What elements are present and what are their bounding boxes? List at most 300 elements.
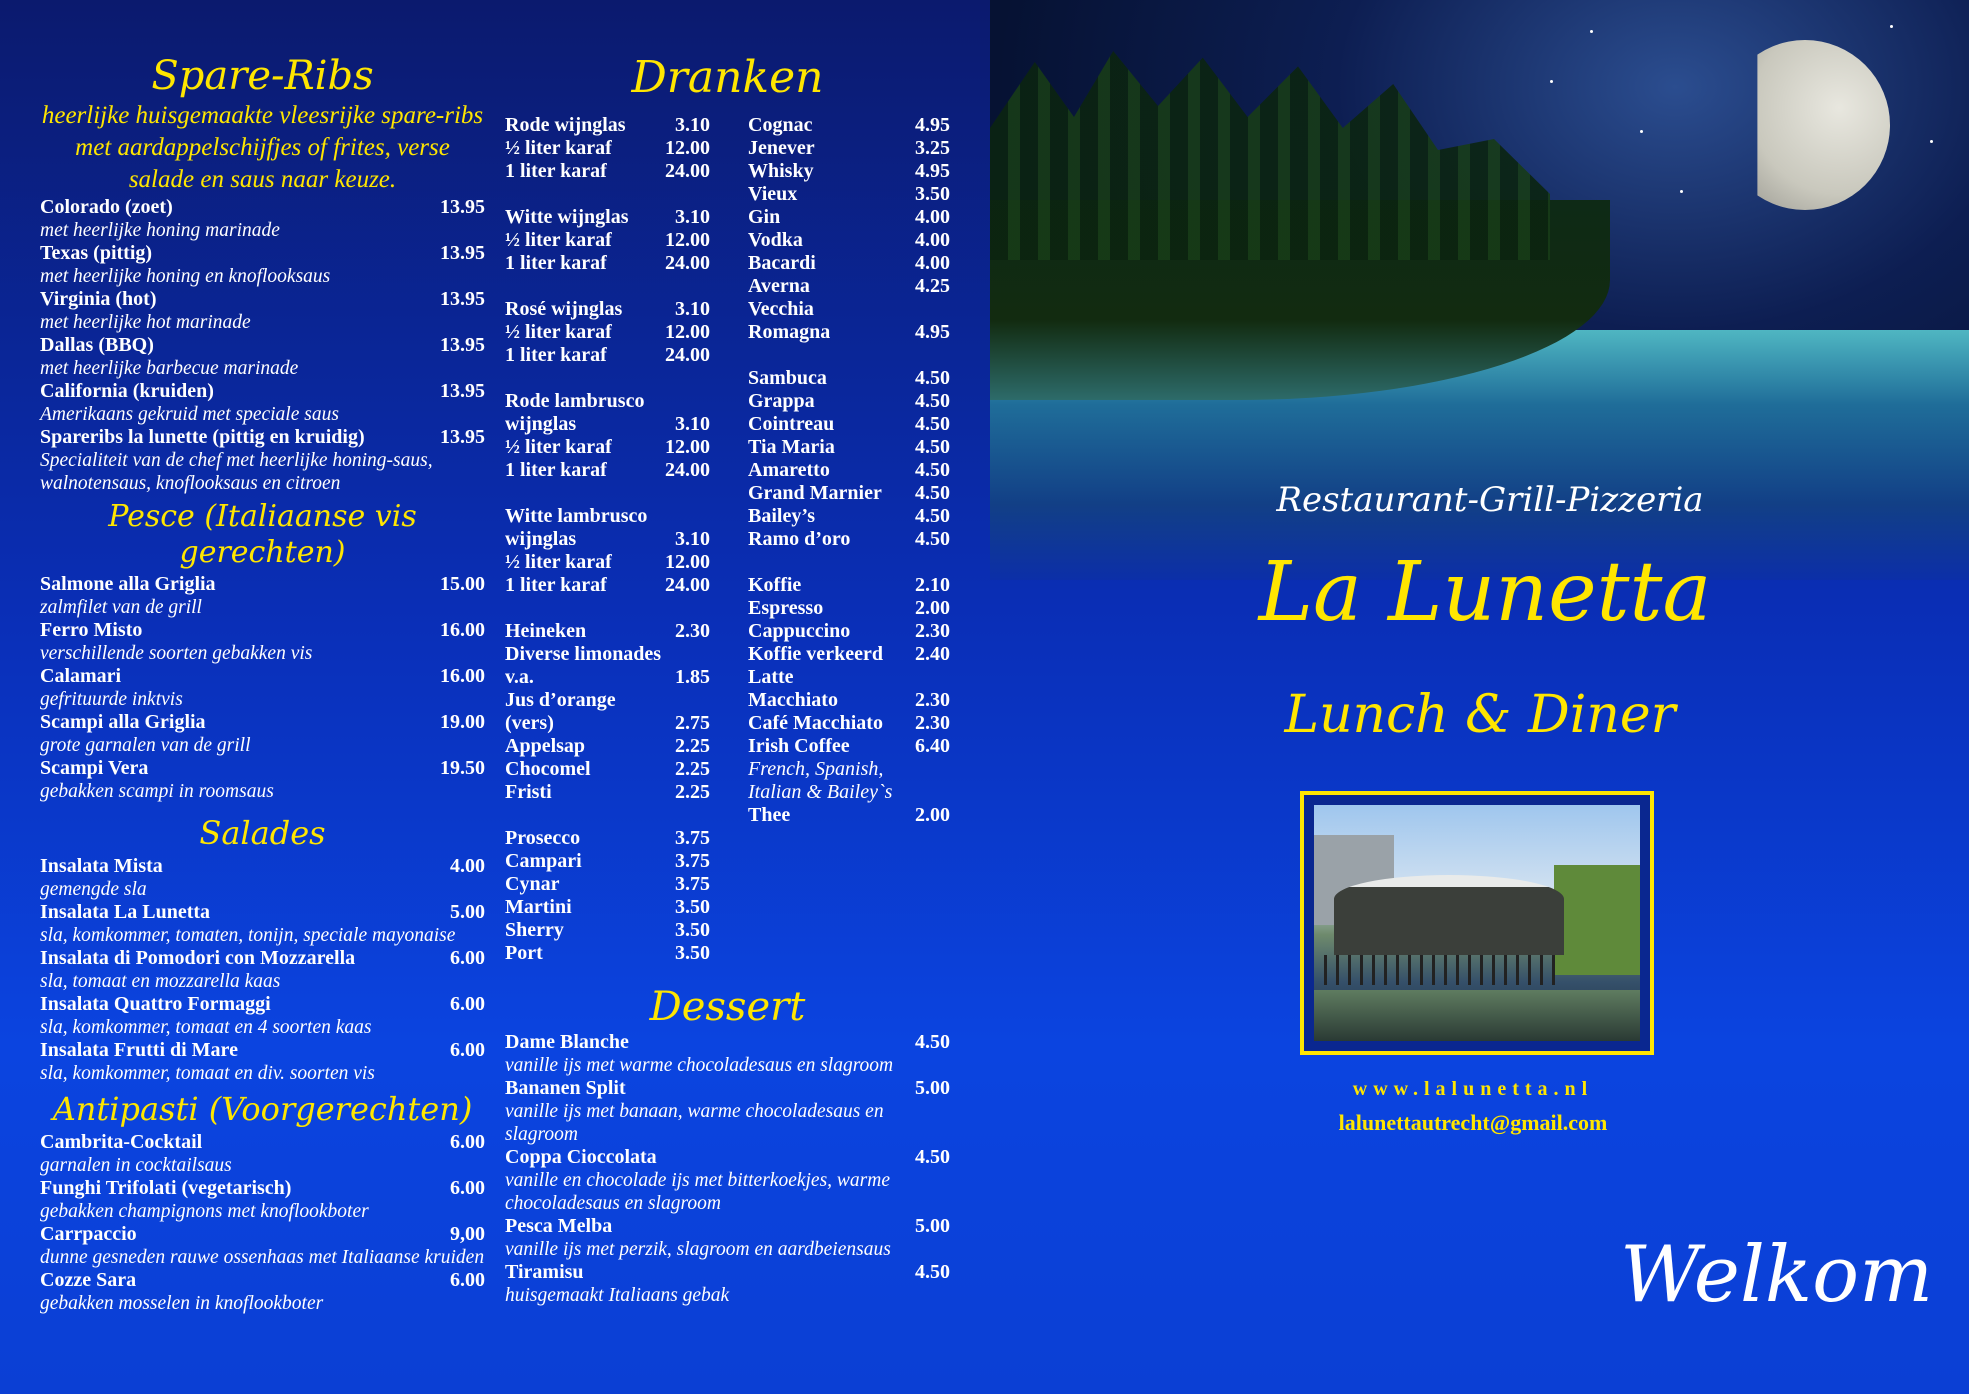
drink-group xyxy=(748,114,950,344)
item-description: sla, komkommer, tomaat en div. soorten vis xyxy=(40,1063,375,1084)
drink-name: Sambuca xyxy=(748,367,827,389)
drink-name: Tia Maria xyxy=(748,436,835,458)
star-icon xyxy=(1890,25,1893,28)
item-description: sla, tomaat en mozzarella kaas xyxy=(40,971,281,992)
menu-item xyxy=(40,1131,485,1177)
item-price: 6.00 xyxy=(450,1177,485,1199)
drink-price: 3.10 xyxy=(675,413,710,435)
drink-price: 1.85 xyxy=(675,666,710,688)
item-name: Funghi Trifolati (vegetarisch) xyxy=(40,1177,292,1199)
drink-name: Whisky xyxy=(748,160,814,182)
restaurant-subtitle: Restaurant-Grill-Pizzeria xyxy=(1276,480,1704,520)
item-row xyxy=(40,1223,485,1246)
drink-name: Grappa xyxy=(748,390,815,412)
drink-price: 2.25 xyxy=(675,781,710,803)
drink-name: 1 liter karaf xyxy=(505,160,607,182)
drink-name: Italian & Bailey`s xyxy=(748,781,893,803)
drink-item xyxy=(505,712,710,735)
drink-price: 4.95 xyxy=(915,114,950,136)
item-price: 6.00 xyxy=(450,1269,485,1291)
item-row xyxy=(40,947,485,970)
drink-item xyxy=(505,574,710,597)
item-row xyxy=(40,619,485,642)
item-name: Ferro Misto xyxy=(40,619,143,641)
email-link[interactable]: lalunettautrecht@gmail.com xyxy=(1338,1110,1608,1135)
drink-name: (vers) xyxy=(505,712,554,734)
drink-price: 2.30 xyxy=(915,620,950,642)
item-price: 4.50 xyxy=(915,1261,950,1283)
drink-price: 4.00 xyxy=(915,206,950,228)
drink-item xyxy=(748,574,950,597)
drink-price: 24.00 xyxy=(665,574,710,596)
drink-item xyxy=(505,666,710,689)
pavilion xyxy=(1334,875,1564,955)
item-name: Scampi Vera xyxy=(40,757,149,779)
item-name: Dallas (BBQ) xyxy=(40,334,154,356)
drink-name: wijnglas xyxy=(505,528,577,550)
drink-price: 4.50 xyxy=(915,505,950,527)
drink-name: ½ liter karaf xyxy=(505,551,612,573)
menu-item xyxy=(40,1269,485,1315)
drink-item xyxy=(505,735,710,758)
drink-name: Romagna xyxy=(748,321,831,343)
drink-item xyxy=(748,666,950,689)
menu-item xyxy=(505,1261,950,1307)
item-row xyxy=(40,1039,485,1062)
drink-price: 3.10 xyxy=(675,206,710,228)
spare-ribs-list xyxy=(40,196,485,495)
drink-price: 4.50 xyxy=(915,436,950,458)
drink-price: 2.30 xyxy=(915,712,950,734)
item-price: 5.00 xyxy=(915,1077,950,1099)
item-description: met heerlijke honing en knoflooksaus xyxy=(40,266,331,287)
item-price: 13.95 xyxy=(440,242,485,264)
drink-name: Cynar xyxy=(505,873,560,895)
drink-group xyxy=(505,620,710,804)
drink-item xyxy=(505,160,710,183)
drink-name: Witte lambrusco xyxy=(505,505,648,527)
drink-item xyxy=(748,482,950,505)
food-column xyxy=(40,50,485,1315)
drink-item xyxy=(505,137,710,160)
item-price: 6.00 xyxy=(450,993,485,1015)
drink-item xyxy=(748,206,950,229)
item-description: dunne gesneden rauwe ossenhaas met Italiaanse kruiden xyxy=(40,1247,485,1268)
drink-group xyxy=(505,298,710,367)
drink-name: Martini xyxy=(505,896,572,918)
drink-name: Vodka xyxy=(748,229,803,251)
drink-item xyxy=(505,528,710,551)
drink-name: Bailey’s xyxy=(748,505,816,527)
item-row xyxy=(40,380,485,403)
item-price: 6.00 xyxy=(450,1131,485,1153)
item-row xyxy=(505,1077,950,1100)
drink-item xyxy=(748,804,950,827)
drink-item xyxy=(505,114,710,137)
drink-name: Grand Marnier xyxy=(748,482,882,504)
drink-item xyxy=(505,344,710,367)
menu-item xyxy=(40,619,485,665)
item-name: Carrpaccio xyxy=(40,1223,137,1245)
drink-price: 12.00 xyxy=(665,436,710,458)
drink-name: v.a. xyxy=(505,666,534,688)
drink-price: 4.00 xyxy=(915,252,950,274)
drink-price: 3.50 xyxy=(675,896,710,918)
drink-price: 4.50 xyxy=(915,528,950,550)
item-name: Tiramisu xyxy=(505,1261,584,1283)
drink-group xyxy=(748,367,950,551)
item-price: 19.00 xyxy=(440,711,485,733)
drinks-column-left xyxy=(505,114,710,988)
drink-price: 2.10 xyxy=(915,574,950,596)
drink-price: 3.10 xyxy=(675,528,710,550)
salades-list xyxy=(40,855,485,1085)
menu-item xyxy=(40,993,485,1039)
drink-name: Café Macchiato xyxy=(748,712,883,734)
drink-item xyxy=(748,459,950,482)
menu-item xyxy=(40,665,485,711)
drink-name: French, Spanish, xyxy=(748,758,884,780)
drink-item xyxy=(505,229,710,252)
dessert-list xyxy=(505,1031,950,1307)
item-price: 16.00 xyxy=(440,619,485,641)
item-name: Spareribs la lunette (pittig en kruidig) xyxy=(40,426,365,448)
antipasti-title: Antipasti (Voorgerechten) xyxy=(52,1090,473,1128)
item-description: Specialiteit van de chef met heerlijke honing-saus, walnotensaus, knoflooksaus en citroen xyxy=(40,450,433,494)
item-row xyxy=(40,665,485,688)
item-name: Cozze Sara xyxy=(40,1269,137,1291)
item-row xyxy=(40,901,485,924)
pesce-title: Pesce (Italiaanse vis gerechten) xyxy=(108,499,417,570)
drink-item xyxy=(748,436,950,459)
drink-item xyxy=(505,436,710,459)
item-description: vanille ijs met warme chocoladesaus en slagroom xyxy=(505,1055,894,1076)
drink-name: Latte xyxy=(748,666,794,688)
drink-group xyxy=(505,114,710,183)
drink-item xyxy=(748,597,950,620)
item-name: Coppa Cioccolata xyxy=(505,1146,657,1168)
menu-item xyxy=(40,573,485,619)
drink-price: 3.75 xyxy=(675,850,710,872)
drink-price: 4.95 xyxy=(915,160,950,182)
restaurant-photo-frame xyxy=(1300,791,1654,1055)
drink-group xyxy=(505,390,710,482)
drink-name: Irish Coffee xyxy=(748,735,850,757)
drink-item xyxy=(748,114,950,137)
menu-item xyxy=(40,757,485,803)
item-price: 13.95 xyxy=(440,334,485,356)
menu-item xyxy=(40,1223,485,1269)
drink-name: ½ liter karaf xyxy=(505,137,612,159)
drink-item xyxy=(505,413,710,436)
drink-item xyxy=(748,413,950,436)
welcome-text: Welkom xyxy=(1620,1230,1934,1320)
drink-name: Cognac xyxy=(748,114,813,136)
brand-title: La Lunetta xyxy=(1258,545,1712,640)
item-description: met heerlijke hot marinade xyxy=(40,312,251,333)
drink-price: 2.25 xyxy=(675,758,710,780)
item-row xyxy=(40,1131,485,1154)
drink-name: Sherry xyxy=(505,919,564,941)
drink-name: Koffie verkeerd xyxy=(748,643,883,665)
drink-item xyxy=(748,252,950,275)
dranken-title: Dranken xyxy=(631,52,824,103)
menu-item xyxy=(40,711,485,757)
item-row xyxy=(40,242,485,265)
drink-price: 4.50 xyxy=(915,413,950,435)
drink-item xyxy=(748,781,950,804)
item-row xyxy=(40,196,485,219)
drink-item xyxy=(505,781,710,804)
drink-name: Rosé wijnglas xyxy=(505,298,623,320)
item-price: 5.00 xyxy=(450,901,485,923)
item-description: grote garnalen van de grill xyxy=(40,735,251,756)
item-name: Texas (pittig) xyxy=(40,242,153,264)
drink-name: Gin xyxy=(748,206,781,228)
item-row xyxy=(40,426,485,449)
item-price: 6.00 xyxy=(450,1039,485,1061)
drink-item xyxy=(748,758,950,781)
spare-ribs-title: Spare-Ribs xyxy=(151,53,374,99)
menu-item xyxy=(40,1039,485,1085)
item-description: sla, komkommer, tomaat en 4 soorten kaas xyxy=(40,1017,372,1038)
drink-name: Bacardi xyxy=(748,252,816,274)
drink-item xyxy=(748,275,950,298)
menu-item xyxy=(40,334,485,380)
drink-price: 12.00 xyxy=(665,229,710,251)
drink-item xyxy=(505,919,710,942)
item-name: Insalata La Lunetta xyxy=(40,901,211,923)
drink-item xyxy=(748,505,950,528)
item-name: Salmone alla Griglia xyxy=(40,573,216,595)
drink-item xyxy=(748,183,950,206)
item-row xyxy=(505,1031,950,1054)
drink-price: 4.00 xyxy=(915,229,950,251)
drink-name: Espresso xyxy=(748,597,824,619)
drink-item xyxy=(505,321,710,344)
item-row xyxy=(40,757,485,780)
item-row xyxy=(40,334,485,357)
drink-item xyxy=(748,321,950,344)
item-description: garnalen in cocktailsaus xyxy=(40,1155,232,1176)
item-description: vanille ijs met banaan, warme chocoladesaus en slagroom xyxy=(505,1101,884,1145)
drink-item xyxy=(748,643,950,666)
drink-price: 6.40 xyxy=(915,735,950,757)
drink-name: ½ liter karaf xyxy=(505,229,612,251)
item-description: verschillende soorten gebakken vis xyxy=(40,643,313,664)
item-row xyxy=(40,1269,485,1292)
salades-title: Salades xyxy=(199,814,326,852)
star-icon xyxy=(1930,140,1933,143)
item-description: vanille ijs met perzik, slagroom en aardbeiensaus xyxy=(505,1239,891,1260)
drink-price: 4.25 xyxy=(915,275,950,297)
star-icon xyxy=(1640,130,1643,133)
drink-item xyxy=(505,298,710,321)
menu-item xyxy=(40,947,485,993)
item-name: Cambrita-Cocktail xyxy=(40,1131,203,1153)
menu-item xyxy=(40,288,485,334)
item-price: 19.50 xyxy=(440,757,485,779)
item-name: Scampi alla Griglia xyxy=(40,711,206,733)
drink-name: ½ liter karaf xyxy=(505,321,612,343)
drink-price: 2.40 xyxy=(915,643,950,665)
item-name: Calamari xyxy=(40,665,122,687)
drink-name: Appelsap xyxy=(505,735,586,757)
drink-item xyxy=(505,850,710,873)
item-price: 13.95 xyxy=(440,380,485,402)
drink-name: Vecchia xyxy=(748,298,814,320)
item-row xyxy=(505,1146,950,1169)
drink-price: 2.30 xyxy=(915,689,950,711)
item-row xyxy=(40,855,485,878)
drink-price: 3.10 xyxy=(675,114,710,136)
menu-item xyxy=(40,380,485,426)
item-description: vanille en chocolade ijs met bitterkoekjes, warme chocoladesaus en slagroom xyxy=(505,1170,891,1214)
item-row xyxy=(40,1177,485,1200)
drink-name: Cointreau xyxy=(748,413,835,435)
item-price: 15.00 xyxy=(440,573,485,595)
drink-item xyxy=(505,643,710,666)
drink-price: 24.00 xyxy=(665,160,710,182)
drink-group xyxy=(505,505,710,597)
drink-item xyxy=(748,620,950,643)
drink-price: 4.50 xyxy=(915,367,950,389)
drink-item xyxy=(505,942,710,965)
menu-item xyxy=(40,242,485,288)
drink-price: 2.00 xyxy=(915,597,950,619)
drink-item xyxy=(505,505,710,528)
item-price: 6.00 xyxy=(450,947,485,969)
drink-name: Koffie xyxy=(748,574,802,596)
drink-price: 12.00 xyxy=(665,551,710,573)
item-price: 5.00 xyxy=(915,1215,950,1237)
tagline: Lunch & Diner xyxy=(1284,685,1676,745)
item-name: California (kruiden) xyxy=(40,380,214,402)
star-icon xyxy=(1550,80,1553,83)
item-price: 13.95 xyxy=(440,426,485,448)
drink-item xyxy=(505,827,710,850)
drink-item xyxy=(505,758,710,781)
item-description: Amerikaans gekruid met speciale saus xyxy=(40,404,339,425)
item-name: Bananen Split xyxy=(505,1077,626,1099)
drink-name: Cappuccino xyxy=(748,620,851,642)
drink-group xyxy=(505,827,710,965)
drink-price: 4.50 xyxy=(915,390,950,412)
drink-item xyxy=(748,229,950,252)
drink-name: ½ liter karaf xyxy=(505,436,612,458)
website-link[interactable]: www.lalunetta.nl xyxy=(1352,1078,1594,1100)
drink-name: Averna xyxy=(748,275,810,297)
item-name: Insalata di Pomodori con Mozzarella xyxy=(40,947,356,969)
item-price: 4.00 xyxy=(450,855,485,877)
drink-name: 1 liter karaf xyxy=(505,344,607,366)
drink-name: Witte wijnglas xyxy=(505,206,629,228)
drink-price: 3.75 xyxy=(675,827,710,849)
drink-name: Fristi xyxy=(505,781,552,803)
drink-price: 3.50 xyxy=(675,919,710,941)
palm-trees xyxy=(990,40,1550,260)
drink-price: 24.00 xyxy=(665,344,710,366)
item-name: Insalata Frutti di Mare xyxy=(40,1039,238,1061)
item-row xyxy=(505,1261,950,1284)
menu-item xyxy=(40,1177,485,1223)
restaurant-photo xyxy=(1314,805,1640,1041)
menu-item xyxy=(40,196,485,242)
item-description: met heerlijke barbecue marinade xyxy=(40,358,299,379)
drink-item xyxy=(505,620,710,643)
item-price: 13.95 xyxy=(440,196,485,218)
drink-item xyxy=(505,206,710,229)
drink-item xyxy=(748,160,950,183)
item-row xyxy=(40,573,485,596)
drink-item xyxy=(748,689,950,712)
drink-item xyxy=(748,712,950,735)
dessert-title: Dessert xyxy=(649,984,806,1030)
moon-icon xyxy=(1720,40,1890,210)
item-description: gebakken scampi in roomsaus xyxy=(40,781,274,802)
dessert-section xyxy=(505,985,950,1307)
drink-price: 4.95 xyxy=(915,321,950,343)
drink-price: 3.50 xyxy=(915,183,950,205)
drink-item xyxy=(505,873,710,896)
drink-group xyxy=(748,574,950,827)
drink-price: 3.25 xyxy=(915,137,950,159)
item-row xyxy=(40,993,485,1016)
item-description: gebakken mosselen in knoflookboter xyxy=(40,1293,324,1314)
item-description: met heerlijke honing marinade xyxy=(40,220,280,241)
drink-item xyxy=(505,551,710,574)
item-description: sla, komkommer, tomaten, tonijn, speciale mayonaise xyxy=(40,925,456,946)
pesce-list xyxy=(40,573,485,803)
menu-item xyxy=(505,1215,950,1261)
canal-water xyxy=(1314,990,1640,1041)
drink-name: Jus d’orange xyxy=(505,689,616,711)
drink-name: Jenever xyxy=(748,137,815,159)
drink-item xyxy=(748,137,950,160)
drink-name: Diverse limonades xyxy=(505,643,662,665)
menu-item xyxy=(505,1031,950,1077)
drink-price: 3.50 xyxy=(675,942,710,964)
drink-name: Rode lambrusco xyxy=(505,390,645,412)
drink-name: 1 liter karaf xyxy=(505,459,607,481)
menu-item xyxy=(505,1077,950,1146)
drink-item xyxy=(505,252,710,275)
railing xyxy=(1324,955,1564,985)
drink-price: 3.10 xyxy=(675,298,710,320)
drink-item xyxy=(748,528,950,551)
item-price: 4.50 xyxy=(915,1146,950,1168)
drink-name: Thee xyxy=(748,804,791,826)
drink-item xyxy=(505,896,710,919)
drink-name: Campari xyxy=(505,850,582,872)
item-row xyxy=(40,288,485,311)
drink-price: 12.00 xyxy=(665,321,710,343)
drink-price: 24.00 xyxy=(665,459,710,481)
item-name: Pesca Melba xyxy=(505,1215,613,1237)
drink-price: 2.75 xyxy=(675,712,710,734)
drink-price: 4.50 xyxy=(915,482,950,504)
menu-item xyxy=(40,426,485,495)
drink-name: wijnglas xyxy=(505,413,577,435)
item-price: 16.00 xyxy=(440,665,485,687)
drink-price: 24.00 xyxy=(665,252,710,274)
item-name: Dame Blanche xyxy=(505,1031,629,1053)
drink-name: Amaretto xyxy=(748,459,830,481)
item-description: zalmfilet van de grill xyxy=(40,597,202,618)
drinks-column-right xyxy=(748,114,950,850)
item-name: Insalata Quattro Formaggi xyxy=(40,993,271,1015)
drink-name: Heineken xyxy=(505,620,587,642)
